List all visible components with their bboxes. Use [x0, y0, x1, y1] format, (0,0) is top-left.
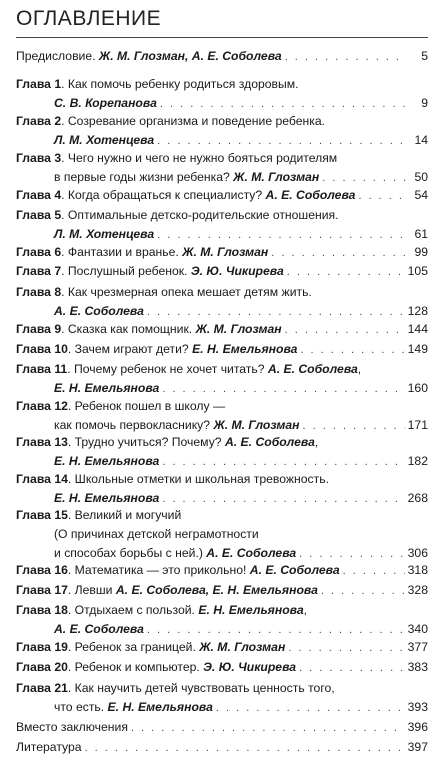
page-number: 99: [414, 245, 428, 259]
chapter-label: Глава 15: [16, 508, 68, 522]
entry-title: . Левши: [67, 583, 116, 597]
page-number: 54: [414, 188, 428, 202]
toc-entry-line: [16, 620, 428, 639]
toc-entry[interactable]: [16, 149, 428, 187]
toc-entry[interactable]: [16, 206, 428, 244]
author-name: Л. М. Хотенцева: [54, 227, 155, 241]
page-number: 171: [407, 418, 428, 432]
toc-entry[interactable]: [16, 397, 428, 435]
page-number: 105: [407, 264, 428, 278]
author-name: Ж. М. Глозман: [233, 170, 320, 184]
toc-entry-line: [16, 149, 428, 168]
toc-entry[interactable]: [16, 262, 428, 281]
author-name: Л. М. Хотенцева: [54, 133, 155, 147]
dot-leader: [131, 719, 405, 738]
page-number: 144: [407, 322, 428, 336]
entry-title: ,: [357, 362, 362, 376]
toc-entry[interactable]: [16, 340, 428, 359]
toc-title: ОГЛАВЛЕНИЕ: [16, 7, 162, 30]
toc-entry-text: [16, 638, 285, 657]
chapter-label: Глава 20: [16, 660, 68, 674]
toc-entry-text: [16, 186, 355, 205]
author-name: Е. Н. Емельянова: [54, 381, 160, 395]
toc-entry-text: [16, 399, 225, 413]
entry-title: . Математика — это прикольно!: [67, 563, 250, 577]
toc-entry-text: [16, 262, 284, 281]
toc-entry-line: [16, 397, 428, 416]
toc-entry-text: [16, 77, 299, 91]
page-number: 128: [407, 304, 428, 318]
page-number: 396: [407, 720, 428, 734]
toc-entry-text: [16, 472, 329, 486]
entry-title: . Оптимальные детско-родительские отношения.: [61, 208, 339, 222]
toc-entry-line: [16, 283, 428, 302]
author-name: А. Е. Соболева: [54, 622, 144, 636]
toc-entry-text: [54, 620, 144, 639]
entry-title: Литература: [16, 740, 82, 754]
entry-title: . Сказка как помощник.: [61, 322, 196, 336]
dot-leader: [216, 699, 405, 718]
toc-entry-line: [16, 206, 428, 225]
toc-entry-line: [16, 506, 428, 525]
dot-leader: [321, 582, 405, 601]
dot-leader: [358, 187, 407, 206]
toc-entry-text: [54, 225, 154, 244]
entry-title: . Как чрезмерная опека мешает детям жить.: [61, 285, 312, 299]
chapter-label: Глава 9: [16, 322, 62, 336]
toc-entry-line: [16, 470, 428, 489]
toc-entry-text: [54, 698, 213, 717]
toc-entry-text: [16, 340, 297, 359]
toc-entry-text: [16, 435, 318, 449]
entry-title: . Школьные отметки и школьная тревожность.: [67, 472, 329, 486]
toc-entry[interactable]: [16, 638, 428, 657]
toc-entry-text: [16, 561, 340, 580]
toc-entry-text: [16, 658, 296, 677]
toc-entry-text: [54, 452, 159, 471]
chapter-label: Глава 14: [16, 472, 68, 486]
entry-title: что есть.: [54, 700, 108, 714]
author-name: Э. Ю. Чикирева: [203, 660, 297, 674]
toc-entry-line: [16, 47, 428, 66]
chapter-label: Глава 12: [16, 399, 68, 413]
toc-entry-line: [16, 601, 428, 620]
chapter-label: Глава 16: [16, 563, 68, 577]
toc-entry[interactable]: [16, 658, 428, 677]
dot-leader: [271, 244, 407, 263]
toc-entry[interactable]: [16, 470, 428, 508]
toc-entry-text: [16, 718, 128, 737]
chapter-label: Глава 17: [16, 583, 68, 597]
toc-entry[interactable]: [16, 601, 428, 639]
entry-title: . Послушный ребенок.: [61, 264, 191, 278]
toc-entry-line: [16, 186, 428, 205]
page-number: 318: [407, 563, 428, 577]
toc-entry-line: [16, 360, 428, 379]
dot-leader: [85, 739, 405, 758]
toc-entry-line: [16, 638, 428, 657]
author-name: Е. Н. Емельянова: [107, 700, 213, 714]
page-number: 377: [407, 640, 428, 654]
entry-title: и способах борьбы с ней.): [54, 546, 207, 560]
toc-entry[interactable]: [16, 679, 428, 717]
dot-leader: [285, 321, 405, 340]
author-name: Ж. М. Глозман, А. Е. Соболева: [98, 49, 282, 63]
dot-leader: [300, 341, 404, 360]
toc-entry-line: [16, 738, 428, 757]
toc-entry-text: [16, 681, 335, 695]
page-number: 149: [407, 342, 428, 356]
title-divider: [16, 37, 428, 38]
page-number: 160: [407, 381, 428, 395]
toc-entry[interactable]: [16, 283, 428, 321]
toc-entry[interactable]: [16, 186, 428, 205]
entry-title: . Фантазии и вранье.: [61, 245, 183, 259]
toc-entry-line: [16, 112, 428, 131]
toc-entry-line: [16, 433, 428, 452]
toc-entry-line: [16, 561, 428, 580]
toc-entry-text: [16, 603, 307, 617]
entry-title: в первые годы жизни ребенка?: [54, 170, 234, 184]
dot-leader: [288, 639, 404, 658]
author-name: Е. Н. Емельянова: [54, 454, 160, 468]
toc-entry[interactable]: [16, 320, 428, 339]
chapter-label: Глава 4: [16, 188, 62, 202]
toc-entry-text: [54, 379, 159, 398]
author-name: Ж. М. Глозман: [213, 418, 300, 432]
toc-entry-line: [16, 94, 428, 113]
entry-title: ,: [303, 603, 308, 617]
toc-entry-line: [16, 581, 428, 600]
entry-title: . Великий и могучий: [67, 508, 182, 522]
toc-entry[interactable]: [16, 738, 428, 757]
toc-entry-text: [54, 527, 259, 541]
toc-entry-text: [16, 581, 318, 600]
entry-title: . Ребенок и компьютер.: [67, 660, 204, 674]
chapter-label: Глава 19: [16, 640, 68, 654]
toc-entry[interactable]: [16, 506, 428, 563]
author-name: Е. Н. Емельянова: [198, 603, 304, 617]
entry-title: . Когда обращаться к специалисту?: [61, 188, 266, 202]
toc-entry-text: [54, 131, 154, 150]
chapter-label: Глава 13: [16, 435, 68, 449]
author-name: А. Е. Соболева: [224, 435, 315, 449]
entry-title: . Ребенок пошел в школу —: [67, 399, 226, 413]
toc-entry-text: [16, 151, 337, 165]
toc-entry-line: [16, 525, 428, 544]
chapter-label: Глава 2: [16, 114, 62, 128]
entry-title: Вместо заключения: [16, 720, 128, 734]
page-number: 50: [414, 170, 428, 184]
page-number: 182: [407, 454, 428, 468]
entry-title: . Чего нужно и чего не нужно бояться родителям: [61, 151, 338, 165]
chapter-label: Глава 5: [16, 208, 62, 222]
entry-title: . Как помочь ребенку родиться здоровым.: [61, 77, 299, 91]
toc-entry-line: [16, 262, 428, 281]
toc-entry[interactable]: [16, 112, 428, 150]
chapter-label: Глава 18: [16, 603, 68, 617]
toc-entry-line: [16, 243, 428, 262]
toc-entry-text: [16, 362, 361, 376]
toc-entry-line: [16, 452, 428, 471]
toc-entry-text: [54, 302, 144, 321]
page-number: 383: [407, 660, 428, 674]
entry-title: . Как научить детей чувствовать ценность того,: [67, 681, 335, 695]
author-name: А. Е. Соболева: [265, 188, 356, 202]
toc-entry-line: [16, 718, 428, 737]
author-name: Ж. М. Глозман: [199, 640, 286, 654]
author-name: А. Е. Соболева: [206, 546, 297, 560]
toc-entry[interactable]: [16, 581, 428, 600]
chapter-label: Глава 10: [16, 342, 68, 356]
dot-leader: [285, 48, 407, 67]
toc-entry[interactable]: [16, 360, 428, 398]
entry-title: . Созревание организма и поведение ребенка.: [61, 114, 326, 128]
toc-entry-line: [16, 168, 428, 187]
toc-entry-text: [16, 47, 282, 66]
toc-entry-text: [16, 320, 282, 339]
entry-title: (О причинах детской неграмотности: [54, 527, 259, 541]
page-number: 328: [407, 583, 428, 597]
entry-title: . Трудно учиться? Почему?: [67, 435, 225, 449]
toc-entry-line: [16, 658, 428, 677]
page-number: 340: [407, 622, 428, 636]
page-number: 9: [421, 96, 428, 110]
chapter-label: Глава 21: [16, 681, 68, 695]
entry-title: Предисловие.: [16, 49, 99, 63]
page-number: 5: [421, 49, 428, 63]
entry-title: . Ребенок за границей.: [67, 640, 200, 654]
entry-title: . Отдыхаем с пользой.: [67, 603, 199, 617]
toc-entry-line: [16, 225, 428, 244]
toc-entry-text: [16, 508, 181, 522]
entry-title: как помочь первокласнику?: [54, 418, 214, 432]
toc-entry-line: [16, 379, 428, 398]
toc-entry-text: [16, 208, 339, 222]
chapter-label: Глава 7: [16, 264, 62, 278]
chapter-label: Глава 1: [16, 77, 62, 91]
author-name: Ж. М. Глозман: [182, 245, 269, 259]
toc-entry[interactable]: [16, 433, 428, 471]
chapter-label: Глава 6: [16, 245, 62, 259]
chapter-label: Глава 3: [16, 151, 62, 165]
author-name: А. Е. Соболева: [267, 362, 358, 376]
toc-entry-line: [16, 320, 428, 339]
author-name: С. В. Корепанова: [54, 96, 157, 110]
page-number: 61: [414, 227, 428, 241]
toc-entry-line: [16, 302, 428, 321]
toc-entry-line: [16, 340, 428, 359]
chapter-label: Глава 8: [16, 285, 62, 299]
dot-leader: [287, 263, 405, 282]
author-name: Е. Н. Емельянова: [54, 491, 160, 505]
toc-entry[interactable]: [16, 75, 428, 113]
page-number: 306: [407, 546, 428, 560]
entry-title: ,: [314, 435, 319, 449]
toc-entry-text: [54, 94, 157, 113]
toc-entry-text: [16, 243, 268, 262]
entry-title: . Зачем играют дети?: [67, 342, 193, 356]
toc-entry[interactable]: [16, 243, 428, 262]
chapter-label: Глава 11: [16, 362, 68, 376]
author-name: А. Е. Соболева: [249, 563, 340, 577]
author-name: Е. Н. Емельянова: [192, 342, 298, 356]
page-number: 397: [407, 740, 428, 754]
toc-entry-text: [16, 738, 82, 757]
toc-entry-line: [16, 75, 428, 94]
dot-leader: [343, 562, 405, 581]
toc-entry-line: [16, 698, 428, 717]
author-name: А. Е. Соболева, Е. Н. Емельянова: [115, 583, 318, 597]
toc-entry-line: [16, 679, 428, 698]
toc-entry[interactable]: [16, 47, 428, 66]
toc-entry-line: [16, 131, 428, 150]
toc-entry[interactable]: [16, 561, 428, 580]
author-name: А. Е. Соболева: [54, 304, 144, 318]
toc-entry-text: [16, 114, 325, 128]
author-name: Э. Ю. Чикирева: [190, 264, 284, 278]
page-number: 393: [407, 700, 428, 714]
entry-title: . Почему ребенок не хочет читать?: [67, 362, 268, 376]
dot-leader: [299, 659, 405, 678]
page-number: 268: [407, 491, 428, 505]
toc-entry-text: [16, 285, 312, 299]
toc-entry[interactable]: [16, 718, 428, 737]
author-name: Ж. М. Глозман: [195, 322, 282, 336]
page-number: 14: [414, 133, 428, 147]
toc-entry-text: [54, 168, 319, 187]
